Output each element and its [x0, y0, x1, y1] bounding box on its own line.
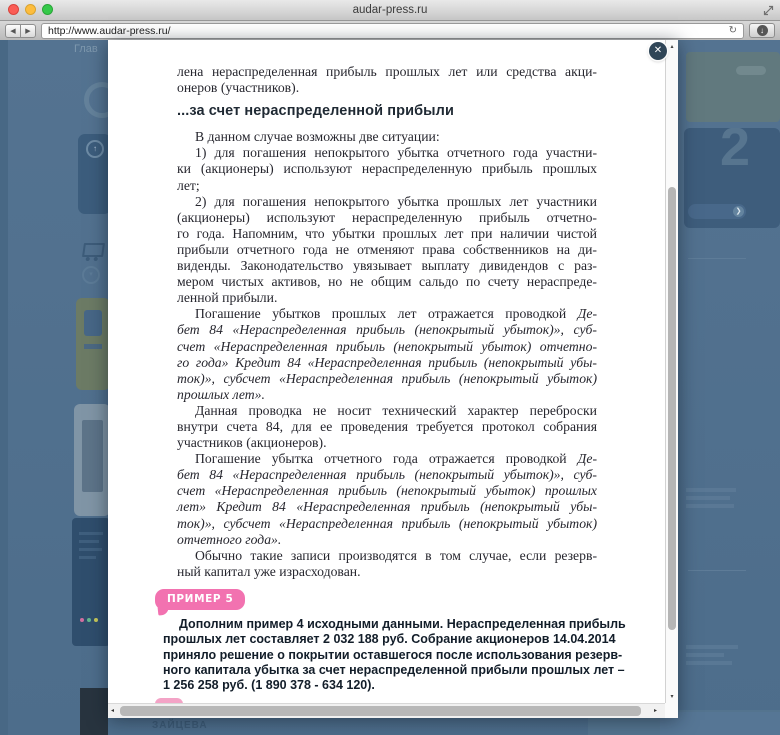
bg-divider	[688, 570, 746, 571]
example-text	[163, 617, 626, 693]
doc-paragraph	[177, 64, 597, 96]
doc-line: онеров (участников).	[177, 80, 300, 96]
bg-promo-card	[684, 128, 780, 228]
close-icon: ✕	[653, 45, 663, 56]
doc-line: В данном случае возможны две ситуации:	[195, 129, 440, 145]
document-page	[108, 40, 665, 703]
zoom-window-icon[interactable]	[42, 4, 53, 15]
doc-line: ток)», субсчет «Нераспределенная прибыль (непокрытый убыток)	[177, 515, 597, 531]
example-line: Дополним пример 4 исходными данными. Нераспределенная прибыль	[179, 617, 626, 631]
doc-line: счет «Нераспределенная прибыль (непокрытый убыток) отчетно-	[177, 338, 597, 354]
bg-right-panel	[686, 52, 780, 122]
doc-line: 2) для погашения непокрытого убытка прошлых лет участники	[195, 193, 597, 209]
doc-paragraph	[177, 306, 597, 403]
vertical-scroll-thumb[interactable]	[668, 187, 676, 630]
bg-text-block	[686, 645, 738, 669]
scroll-left-icon[interactable]: ◂	[111, 708, 115, 714]
doc-line: виденды. Законодательство увязывает выплату дивидендов с раз-	[177, 258, 597, 274]
bg-left-strip	[0, 40, 8, 735]
bg-author-caption: ЗАЙЦЕВА	[152, 720, 208, 731]
doc-line: Обычно такие записи производятся в том случае, если резерв-	[195, 547, 597, 563]
window-controls	[8, 4, 53, 15]
doc-line: Данная проводка не носит технический характер переброски	[195, 402, 597, 418]
doc-paragraph	[177, 129, 597, 145]
doc-line: ки (акционеры) используют нераспределенную прибыль прошлых	[177, 161, 597, 177]
doc-body	[108, 40, 626, 703]
back-button[interactable]	[5, 24, 21, 38]
bg-divider	[688, 258, 746, 259]
vertical-scrollbar[interactable]	[665, 40, 678, 718]
promo-arrow-icon: ❯	[733, 206, 744, 217]
doc-line: го года» Кредит 84 «Нераспределенная прибыль (непокрытый убы-	[177, 354, 597, 370]
doc-line: лена нераспределенная прибыль прошлых лет или средства акци-	[177, 64, 597, 79]
bg-promo-button	[688, 204, 746, 219]
doc-line: (акционеры) используют нераспределенную прибыль отчетно-	[177, 209, 597, 225]
download-button[interactable]	[749, 23, 775, 38]
browser-toolbar	[0, 21, 780, 41]
doc-line: ный капитал уже израсходован.	[177, 563, 361, 579]
doc-line: ток)», субсчет «Нераспределенная прибыль (непокрытый убыток)	[177, 370, 597, 386]
scroll-right-icon[interactable]: ▸	[653, 708, 657, 714]
bg-bottom-panel	[660, 712, 780, 735]
doc-line: лет» Кредит 84 «Нераспределенная прибыль (непокрытый убы-	[177, 499, 597, 515]
doc-line: мером чистых активов, но не общим сальдо по счету нераспреде-	[177, 274, 597, 290]
horizontal-scroll-thumb[interactable]	[120, 706, 641, 716]
doc-line: Погашение убытков прошлых лет отражается проводкой Де-	[195, 306, 597, 322]
bg-upload-card	[78, 134, 111, 214]
close-modal-button[interactable]	[649, 42, 667, 60]
window-title: audar-press.ru	[352, 4, 428, 16]
doc-line: го года. Напомним, что убытки прошлых лет при наличии чистой	[177, 225, 597, 241]
doc-heading: ...за счет нераспределенной прибыли	[177, 103, 454, 120]
window-titlebar	[0, 0, 780, 21]
example-line: ного капитала убытка за счет нераспределенной прибыли прошлых лет –	[163, 662, 625, 677]
address-bar[interactable]	[41, 23, 744, 39]
horizontal-scrollbar[interactable]	[108, 703, 665, 718]
scroll-up-icon[interactable]: ▴	[670, 44, 674, 50]
doc-line: внутри счета 84, для ее проведения требуется протокол собрания	[177, 418, 597, 434]
doc-paragraph	[177, 145, 597, 193]
close-window-icon[interactable]	[8, 4, 19, 15]
url-text: http://www.audar-press.ru/	[48, 24, 171, 37]
minimize-window-icon[interactable]	[25, 4, 36, 15]
back-icon: ◀	[10, 27, 16, 35]
example-badge: ПРИМЕР 5	[155, 589, 245, 610]
bg-info-card	[72, 518, 110, 646]
doc-line: участников (акционеров).	[177, 435, 327, 451]
doc-line: счет «Нераспределенная прибыль (непокрытый убыток) прошлых	[177, 483, 597, 499]
doc-paragraph	[177, 194, 597, 307]
bg-author-photo	[80, 688, 108, 735]
doc-line: Погашение убытка отчетного года отражается проводкой Де-	[195, 451, 597, 467]
download-icon: ↓	[757, 25, 768, 36]
forward-button[interactable]	[20, 24, 36, 38]
doc-line: 1) для погашения непокрытого убытка отчетного года участни-	[195, 145, 597, 161]
scroll-down-icon[interactable]: ▾	[670, 694, 674, 700]
example-line: приняло решение о покрытии оставшегося после использования резерв-	[163, 647, 623, 662]
example-line: прошлых лет составляет 2 032 188 руб. Собрание акционеров 14.04.2014	[163, 632, 616, 647]
document-preview-modal	[108, 40, 678, 718]
bg-text-block	[686, 488, 736, 512]
doc-line: бет 84 «Нераспределенная прибыль (непокрытый убыток)», суб-	[177, 467, 597, 483]
doc-line: прибыли отчетного года не отменяют права собственников на ди-	[177, 241, 597, 257]
doc-line: лет;	[177, 177, 200, 193]
forward-icon: ▶	[25, 27, 31, 35]
upload-arrow-icon: ↑	[86, 140, 104, 158]
doc-paragraph	[177, 403, 597, 451]
bg-nav-link-partial: Глав	[74, 43, 98, 55]
bg-promo-number: 2	[719, 128, 750, 177]
cart-icon	[82, 243, 105, 257]
reload-icon[interactable]: ↻	[728, 24, 737, 36]
dropdown-icon: ▾	[82, 266, 100, 284]
doc-line: бет 84 «Нераспределенная прибыль (непокрытый убыток)», суб-	[177, 322, 597, 338]
bg-cover-card	[74, 404, 110, 516]
doc-line: ленной прибыли.	[177, 290, 278, 306]
doc-line: отчетного года».	[177, 531, 282, 547]
bg-banner-card	[76, 298, 110, 390]
fullscreen-icon[interactable]	[763, 3, 774, 21]
doc-paragraph	[177, 548, 597, 580]
example-line: 1 256 258 руб. (1 890 378 - 634 120).	[163, 678, 375, 693]
doc-paragraph	[177, 451, 597, 548]
doc-line: прошлых лет».	[177, 386, 265, 402]
scrollbar-corner	[665, 703, 678, 718]
